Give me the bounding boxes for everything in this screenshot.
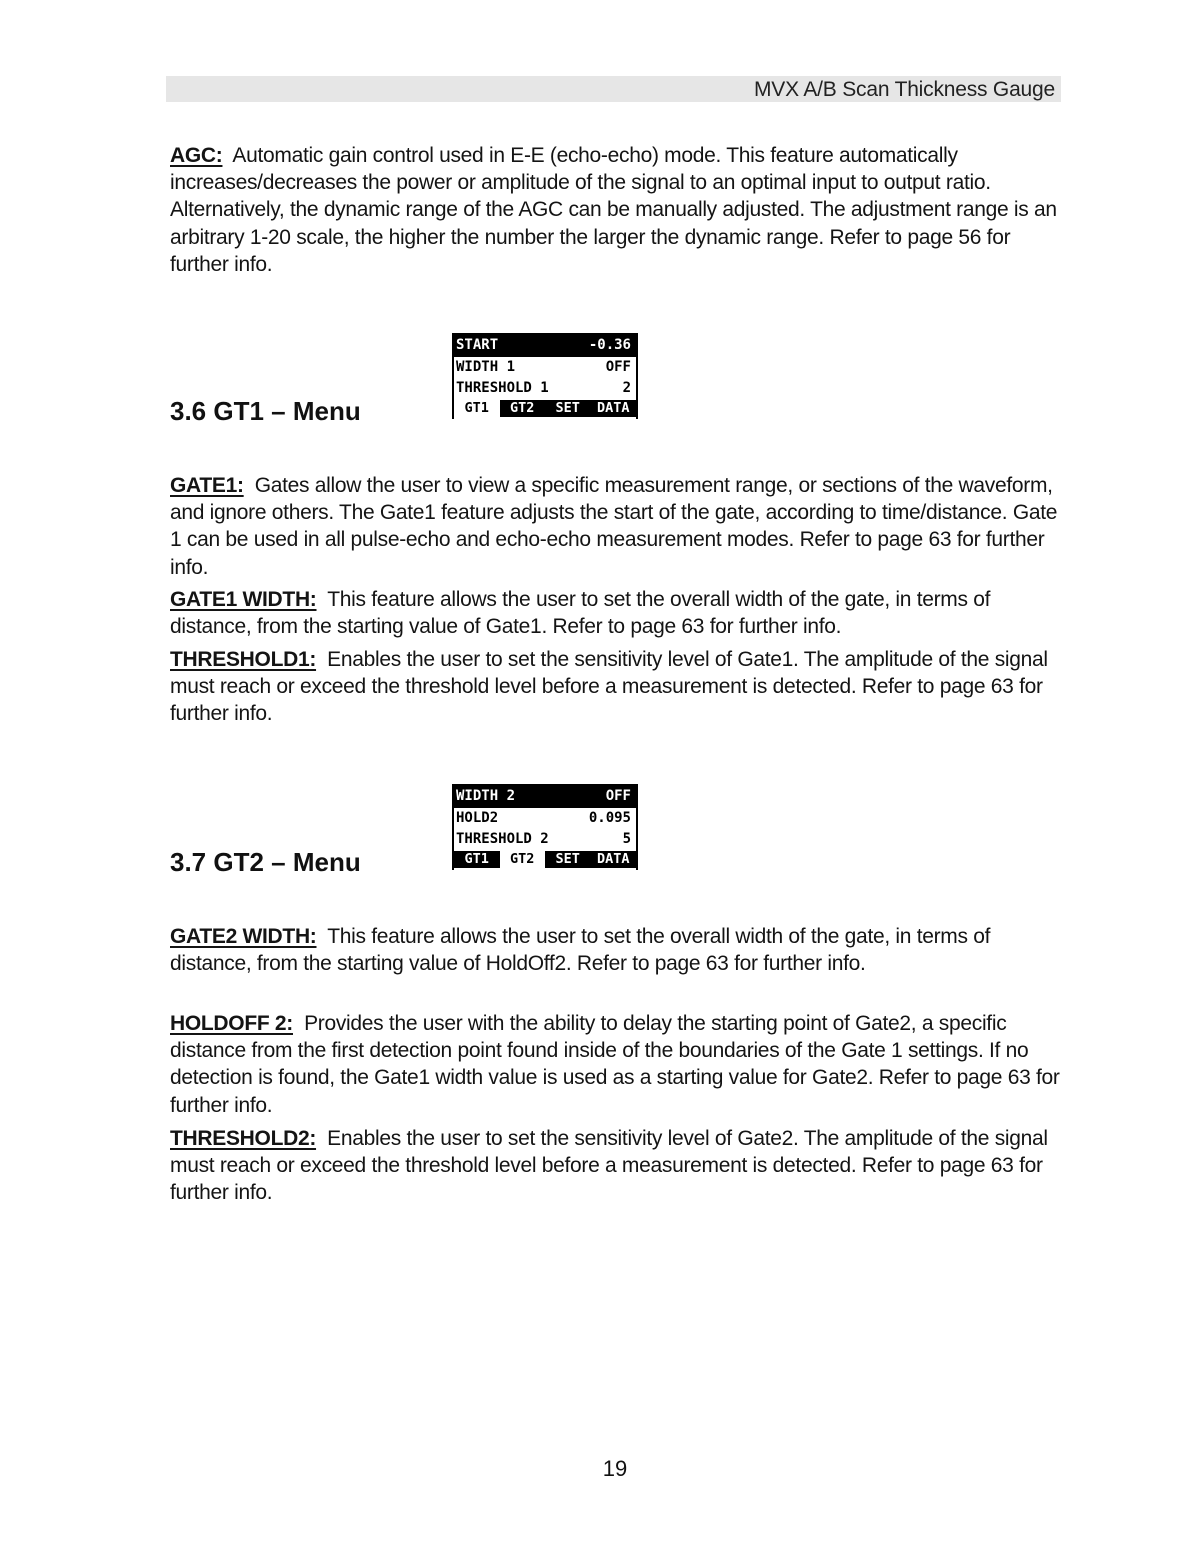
lcd-row-width1 (454, 357, 636, 379)
lcd-row-width2 (454, 786, 636, 808)
holdoff2-description: Provides the user with the ability to delay the starting point of Gate2, a specific distance from the first detection point found inside of the boundaries of the Gate 1 settings. If no detection is found, the Gate1 width value is used as a starting value for Gate2. Refer to page 63 for further info. (170, 1012, 1060, 1117)
lcd-tab-bar (454, 400, 636, 417)
lcd-row-value: -0.36 (588, 337, 631, 353)
gate1-width-description: This feature allows the user to set the overall width of the gate, in terms of distance, from the starting value of Gate1. Refer to page 63 for further info. (170, 588, 991, 639)
agc-term: AGC: (170, 144, 223, 167)
threshold2-paragraph (170, 1125, 1065, 1207)
gate2-width-description: This feature allows the user to set the overall width of the gate, in terms of distance, from the starting value of HoldOff2. Refer to page 63 for further info. (170, 925, 991, 976)
lcd-row-value: OFF (605, 788, 631, 804)
threshold2-description: Enables the user to set the sensitivity level of Gate2. The amplitude of the signal must reach or exceed the threshold level before a measurement is detected. Refer to page 63 for further info. (170, 1127, 1048, 1205)
gate2-width-paragraph (170, 923, 1065, 977)
lcd-row-value: OFF (605, 358, 631, 375)
gate2-width-term: GATE2 WIDTH: (170, 925, 317, 948)
agc-description: Automatic gain control used in E-E (echo-echo) mode. This feature automatically increases/decreases the power or amplitude of the signal to an optimal input to output ratio. Alternatively, the dynamic range of the AGC can be manually adjusted. The adjustment range is an arbitrary 1-20 scale, the higher the number the larger the dynamic range. Refer to page 56 for further info. (170, 144, 1057, 276)
section-heading-gt2: 3.7 GT2 – Menu (170, 847, 361, 877)
lcd-row-threshold1 (454, 378, 636, 400)
section-heading-gt1: 3.6 GT1 – Menu (170, 396, 361, 426)
lcd-tab-set: SET (545, 400, 591, 417)
gate1-width-paragraph (170, 586, 1065, 640)
holdoff2-paragraph (170, 1010, 1065, 1119)
gt2-lcd-menu (452, 784, 638, 870)
lcd-tab-bar (454, 851, 636, 868)
gt1-lcd-menu (452, 333, 638, 419)
lcd-row-label: WIDTH 2 (456, 788, 516, 804)
lcd-tab-data: DATA (591, 400, 637, 417)
threshold1-description: Enables the user to set the sensitivity level of Gate1. The amplitude of the signal must reach or exceed the threshold level before a measurement is detected. Refer to page 63 for further info. (170, 648, 1048, 726)
holdoff2-term: HOLDOFF 2: (170, 1012, 293, 1035)
lcd-row-value: 2 (622, 380, 631, 396)
lcd-row-value: 0.095 (588, 809, 631, 826)
threshold2-term: THRESHOLD2: (170, 1127, 317, 1150)
lcd-tab-set: SET (545, 851, 591, 868)
lcd-tab-data: DATA (591, 851, 637, 868)
agc-paragraph (170, 142, 1065, 278)
threshold1-term: THRESHOLD1: (170, 648, 317, 671)
lcd-row-value: 5 (622, 831, 631, 847)
lcd-row-threshold2 (454, 829, 636, 851)
lcd-row-label: THRESHOLD 2 (456, 831, 549, 847)
lcd-tab-gt2: GT2 (500, 851, 546, 868)
threshold1-paragraph (170, 646, 1065, 728)
document-title: MVX A/B Scan Thickness Gauge (753, 78, 1055, 101)
lcd-row-hold2 (454, 808, 636, 830)
gate1-term: GATE1: (170, 474, 244, 497)
lcd-row-label: WIDTH 1 (456, 358, 516, 375)
running-header (166, 76, 1061, 102)
lcd-tab-gt1: GT1 (454, 400, 500, 417)
lcd-row-start (454, 335, 636, 357)
gate1-paragraph (170, 472, 1065, 581)
lcd-tab-gt1: GT1 (454, 851, 500, 868)
lcd-row-label: START (456, 337, 499, 353)
lcd-row-label: HOLD2 (456, 809, 499, 826)
gate1-width-term: GATE1 WIDTH: (170, 588, 317, 611)
lcd-tab-gt2: GT2 (500, 400, 546, 417)
page-number: 19 (602, 1456, 628, 1481)
lcd-row-label: THRESHOLD 1 (456, 380, 549, 396)
gate1-description: Gates allow the user to view a specific measurement range, or sections of the waveform, and ignore others. The Gate1 feature adjusts the start of the gate, according to time/distance. Gate 1 can be used in all pulse-echo and echo-echo measurement modes. Refer to page 63 for further info. (170, 474, 1058, 579)
